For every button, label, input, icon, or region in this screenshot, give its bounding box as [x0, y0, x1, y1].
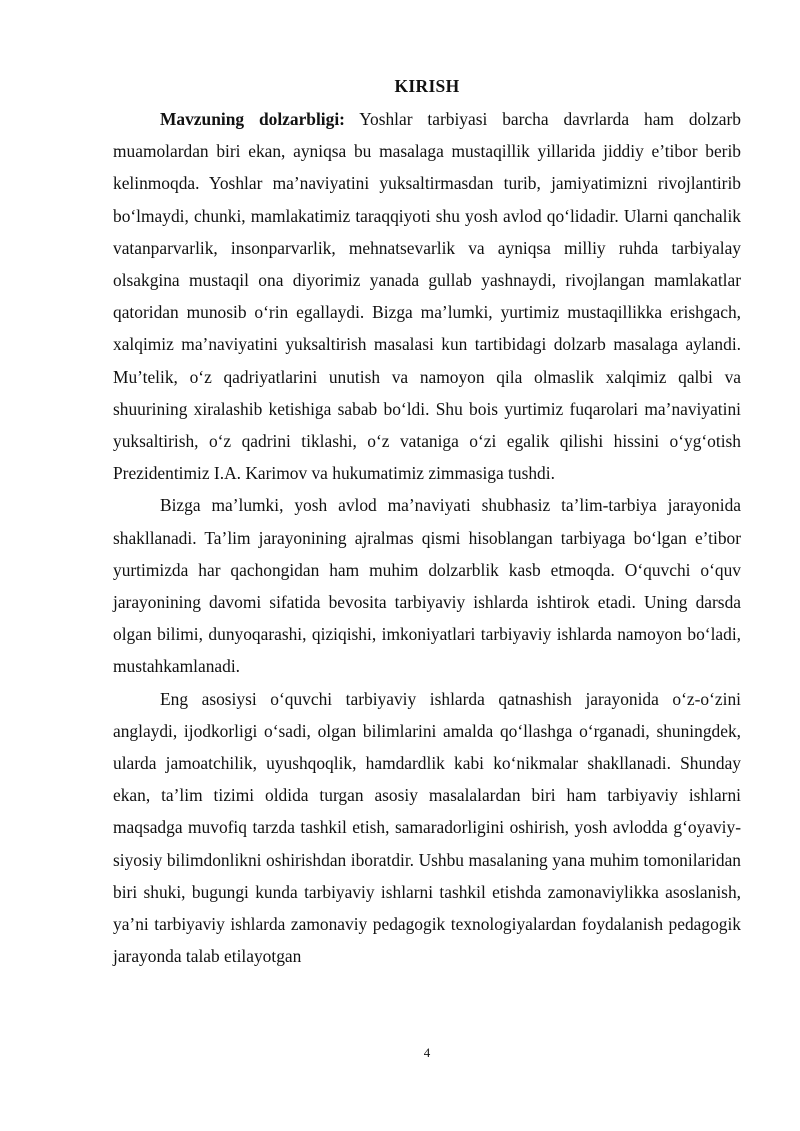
page-heading: KIRISH: [394, 76, 460, 96]
paragraph: Eng asosiysi o‘quvchi tarbiyaviy ishlarda qatnashish jarayonida o‘z-o‘zini anglaydi, ijodkorligi o‘sadi, olgan bilimlarini amalda qo‘llashga o‘rganadi, shuningdek, ularda jamoatchilik, uyushqoqlik, hamdardlik kabi ko‘nikmalar shakllanadi. Shunday ekan, ta’lim tizimi oldida turgan asosiy masalalardan biri ham tarbiyaviy ishlarni maqsadga muvofiq tarzda tashkil etish, samaradorligini oshirish, yosh avlodda g‘oyaviy-siyosiy bilimdonlikni oshirishdan iboratdir. Ushbu masalaning yana muhim tomonilaridan biri shuki, bugungi kunda tarbiyaviy ishlarni tashkil etishda zamonaviylikka asoslanish, ya’ni tarbiyaviy ishlarda zamonaviy pedagogik texnologiyalardan foydalanish pedagogik jarayonda talab etilayotgan: [113, 688, 741, 967]
page-number: 4: [423, 1045, 431, 1060]
body-text: [113, 103, 741, 972]
paragraph-lead: Mavzuning dolzarbligi:: [160, 109, 345, 129]
paragraph-relevance: [113, 103, 741, 489]
paragraph-text: Yoshlar tarbiyasi barcha davrlarda ham dolzarb muamolardan biri ekan, ayniqsa bu masalaga mustaqillik yillarida jiddiy e’tibor berib kelinmoqda. Yoshlar ma’naviyatini yuksaltirmasdan turib, jamiyatimizni rivojlantirib bo‘lmaydi, chunki, mamlakatimiz taraqqiyoti shu yosh avlod qo‘lidadir. Ularni qanchalik vatanparvarlik, insonparvarlik, mehnatsevarlik va ayniqsa milliy ruhda tarbiyalay olsakgina mustaqil ona diyorimiz yanada gullab yashnaydi, rivojlangan mamlakatlar qatoridan munosib o‘rin egallaydi. Bizga ma’lumki, yurtimiz mustaqillikka erishgach, xalqimiz ma’naviyatini yuksaltirish masalasi kun tartibidagi dolzarb masalaga aylandi. Mu’telik, o‘z qadriyatlarini unutish va namoyon qila olmaslik xalqimiz qalbi va shuurining xiralashib ketishiga sabab bo‘ldi. Shu bois yurtimiz fuqarolari ma’naviyatini yuksaltirish, o‘z qadrini tiklashi, o‘z vataniga o‘zi egalik qilishi hissini o‘yg‘otish Prezidentimiz I.A. Karimov va hukumatimiz zimmasiga tushdi.: [113, 109, 741, 484]
paragraph: Bizga ma’lumki, yosh avlod ma’naviyati shubhasiz ta’lim-tarbiya jarayonida shakllanadi. Ta’lim jarayonining ajralmas qismi hisoblangan tarbiyaga bo‘lgan e’tibor yurtimizda har qachongidan ham muhim dolzarblik kasb etmoqda. O‘quvchi o‘quv jarayonining davomi sifatida bevosita tarbiyaviy ishlarda ishtirok etadi. Uning darsda olgan bilimi, dunyoqarashi, qiziqishi, imkoniyatlari tarbiyaviy ishlarda namoyon bo‘ladi, mustahkamlanadi.: [113, 495, 741, 677]
